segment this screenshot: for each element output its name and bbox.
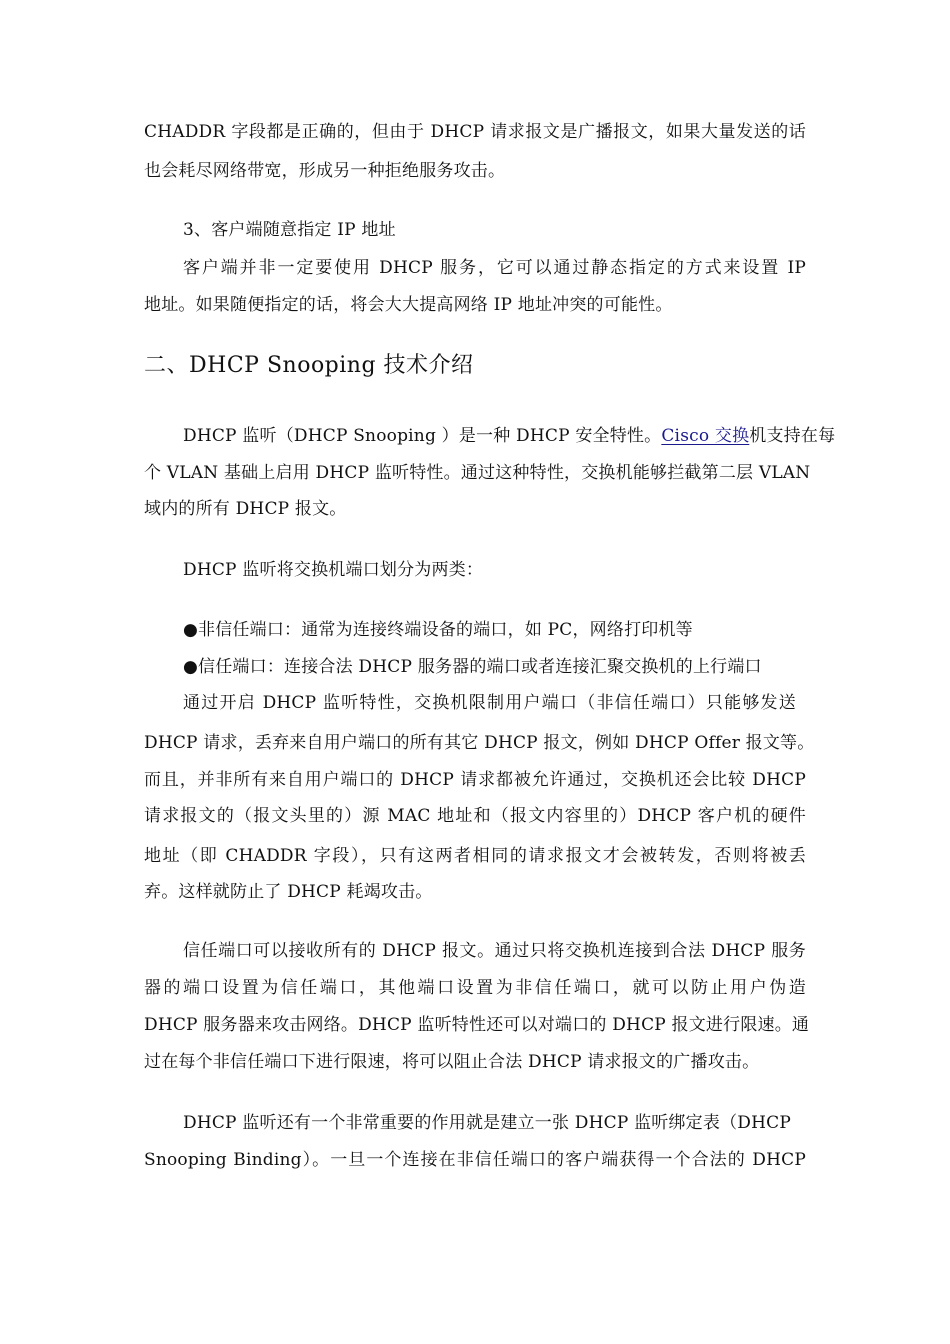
- paragraph-line: DHCP 请求，丢弃来自用户端口的所有其它 DHCP 报文，例如 DHCP Offer 报文等。: [144, 733, 815, 753]
- paragraph-line: 器的端口设置为信任端口，其他端口设置为非信任端口，就可以防止用户伪造: [144, 978, 806, 998]
- paragraph-line: DHCP 服务器来攻击网络。DHCP 监听特性还可以对端口的 DHCP 报文进行限速。通: [144, 1015, 810, 1035]
- paragraph-line: 客户端并非一定要使用 DHCP 服务，它可以通过静态指定的方式来设置 IP: [183, 258, 806, 278]
- paragraph-text: DHCP 监听（DHCP Snooping ）是一种 DHCP 安全特性。: [183, 426, 662, 446]
- paragraph-line: DHCP 监听还有一个非常重要的作用就是建立一张 DHCP 监听绑定表（DHCP: [183, 1113, 791, 1133]
- paragraph-line: Snooping Binding）。一旦一个连接在非信任端口的客户端获得一个合法的 DHCP: [144, 1150, 806, 1170]
- subsection-title: 3、客户端随意指定 IP 地址: [183, 220, 396, 240]
- paragraph-line: 请求报文的（报文头里的）源 MAC 地址和（报文内容里的）DHCP 客户机的硬件: [144, 806, 806, 826]
- paragraph-line: DHCP 监听将交换机端口划分为两类：: [183, 560, 484, 580]
- paragraph-line: 个 VLAN 基础上启用 DHCP 监听特性。通过这种特性，交换机能够拦截第二层 VLAN: [144, 463, 811, 483]
- bullet-item-trusted-port: ●信任端口：连接合法 DHCP 服务器的端口或者连接汇聚交换机的上行端口: [183, 657, 762, 677]
- paragraph-line: 过在每个非信任端口下进行限速，将可以阻止合法 DHCP 请求报文的广播攻击。: [144, 1052, 760, 1072]
- paragraph-line: 而且，并非所有来自用户端口的 DHCP 请求都被允许通过，交换机还会比较 DHCP: [144, 770, 806, 790]
- paragraph-line: 信任端口可以接收所有的 DHCP 报文。通过只将交换机连接到合法 DHCP 服务: [183, 941, 806, 961]
- paragraph-line: 地址。如果随便指定的话，将会大大提高网络 IP 地址冲突的可能性。: [144, 295, 673, 315]
- paragraph-line: 域内的所有 DHCP 报文。: [144, 499, 347, 519]
- paragraph-text: 机支持在每: [749, 426, 836, 446]
- paragraph-line: 弃。这样就防止了 DHCP 耗竭攻击。: [144, 882, 433, 902]
- section-heading: 二、DHCP Snooping 技术介绍: [144, 353, 474, 378]
- cisco-switch-link[interactable]: Cisco 交换: [661, 426, 750, 446]
- paragraph-line: 通过开启 DHCP 监听特性，交换机限制用户端口（非信任端口）只能够发送: [183, 693, 796, 713]
- bullet-item-untrusted-port: ●非信任端口：通常为连接终端设备的端口，如 PC，网络打印机等: [183, 620, 693, 640]
- paragraph-line: [183, 425, 835, 447]
- paragraph-line: 地址（即 CHADDR 字段），只有这两者相同的请求报文才会被转发，否则将被丢: [144, 846, 806, 866]
- paragraph-line: 也会耗尽网络带宽，形成另一种拒绝服务攻击。: [144, 161, 506, 181]
- paragraph-line: CHADDR 字段都是正确的，但由于 DHCP 请求报文是广播报文，如果大量发送的话: [144, 122, 806, 142]
